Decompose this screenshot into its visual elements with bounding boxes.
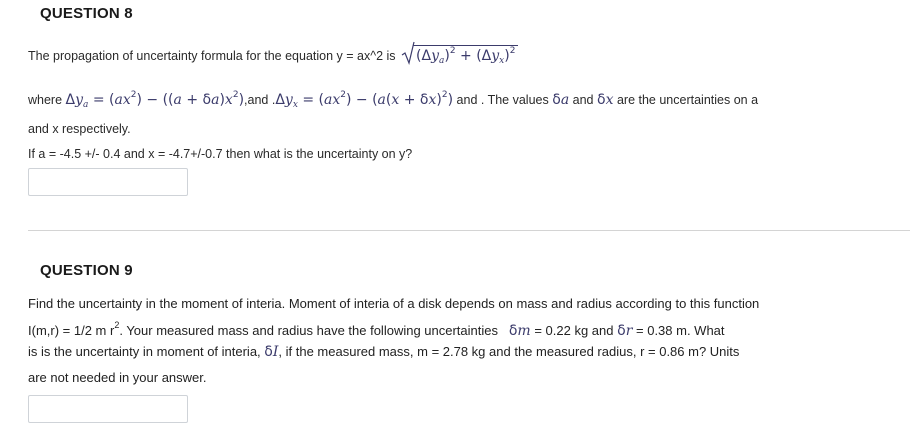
q8-definition-line — [28, 90, 758, 110]
moment-function-text: I(m,r) = 1/2 m r — [28, 323, 115, 338]
q8-line-3: and x respectively. — [28, 122, 131, 136]
question-9-title: QUESTION 9 — [40, 262, 133, 279]
question-8-title: QUESTION 8 — [40, 5, 133, 22]
delta-x-symbol: δx — [597, 92, 614, 108]
sqrt-expression — [401, 45, 518, 66]
where-text: where — [28, 93, 63, 107]
delta-i-symbol: δI — [264, 344, 279, 360]
delta-ya-definition: $\Delta y_a = (ax^2) - ((a + \delta a)x^2)$ — [65, 90, 245, 110]
delta-yx-definition: $\Delta y_x = (ax^2) - (a(x + \delta x)^2)$ — [275, 90, 454, 110]
delta-r-value: = 0.38 m. What — [636, 323, 725, 338]
values-text: and . The values — [456, 93, 549, 107]
moment-question-text: is is the uncertainty in moment of interia, — [28, 344, 261, 359]
delta-r-symbol: δr — [617, 323, 633, 339]
radical-icon — [401, 41, 415, 65]
q9-line-4: are not needed in your answer. — [28, 370, 207, 385]
uncertainties-text: are the uncertainties on a — [616, 93, 759, 107]
q8-question-line: If a = -4.5 +/- 0.4 and x = -4.7+/-0.7 then what is the uncertainty on y? — [28, 147, 413, 161]
delta-m-value: = 0.22 kg and — [534, 323, 614, 338]
measured-values-text: , if the measured mass, m = 2.78 kg and the measured radius, r = 0.86 m? Units — [278, 344, 740, 359]
q9-line-1: Find the uncertainty in the moment of interia. Moment of interia of a disk depends on mass and radius according to this function — [28, 296, 760, 311]
q8-formula-line — [28, 45, 518, 66]
and-text-2: and — [572, 93, 594, 107]
sqrt-body: $(\Delta y_a)^2 + (\Delta y_x)^2$ — [413, 45, 518, 66]
delta-m-symbol: δm — [508, 323, 531, 339]
and-text-1: ,and . — [244, 93, 276, 107]
q9-answer-input[interactable] — [28, 395, 188, 423]
question-divider — [28, 230, 910, 231]
delta-a-symbol: δa — [552, 92, 570, 108]
uncertainties-intro: . Your measured mass and radius have the following uncertainties — [119, 323, 498, 338]
q8-answer-input[interactable] — [28, 168, 188, 196]
q9-line-3 — [28, 340, 868, 364]
q8-intro-text: The propagation of uncertainty formula for the equation y = ax^2 is — [28, 49, 396, 63]
q9-line-2: I(m,r) = 1/2 m $r^2$. Your measured mass and radius have the following uncertainties δm = 0.22 kg and δr = 0.38 m. What — [28, 320, 725, 339]
